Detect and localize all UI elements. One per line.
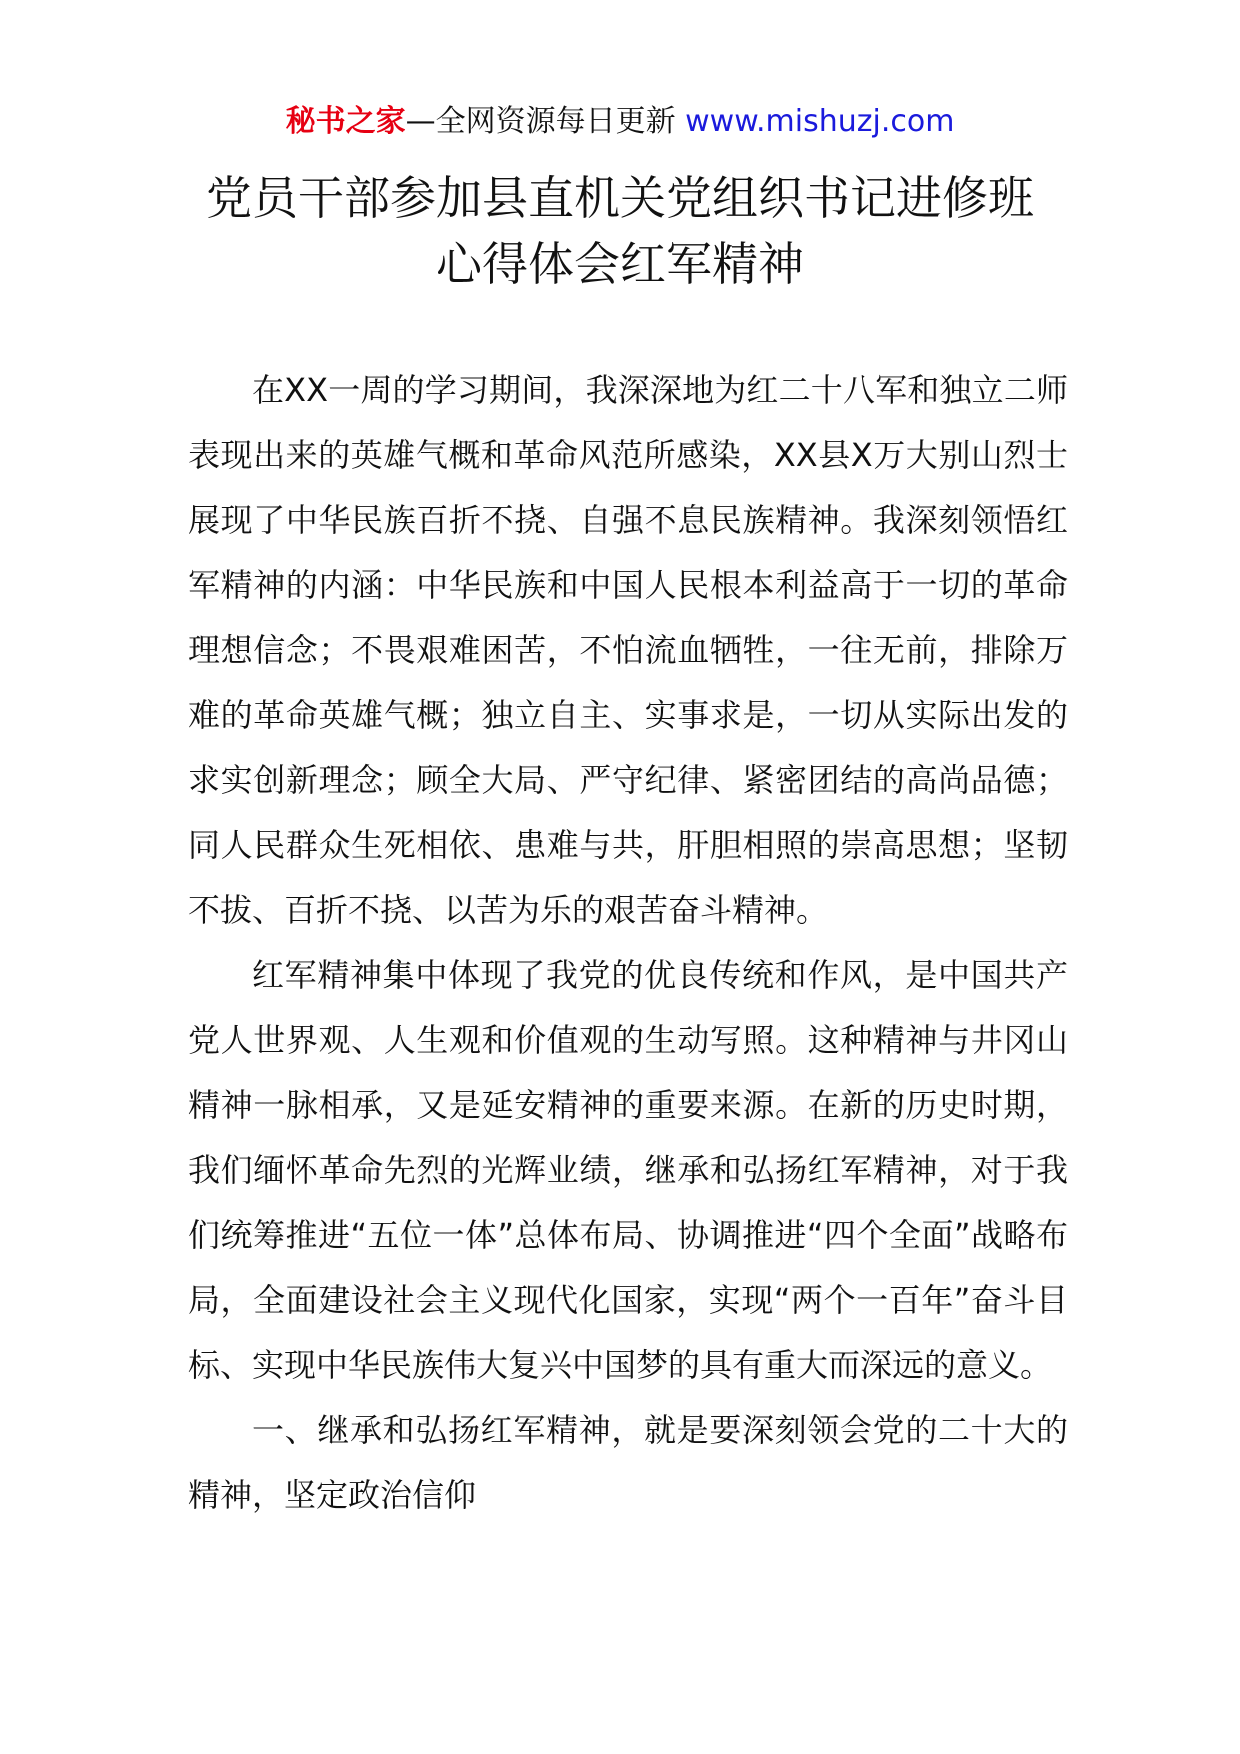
title-line-1: 党员干部参加县直机关党组织书记进修班 bbox=[206, 171, 1034, 225]
title-line-2: 心得体会红军精神 bbox=[436, 237, 804, 291]
document-body bbox=[188, 358, 1068, 1528]
body-paragraph: 在XX一周的学习期间，我深深地为红二十八军和独立二师表现出来的英雄气概和革命风范所感染，XX县X万大别山烈士展现了中华民族百折不挠、自强不息民族精神。我深刻领悟红军精神的内涵：中华民族和中国人民根本利益高于一切的革命理想信念；不畏艰难困苦，不怕流血牺牲，一往无前，排除万难的革命英雄气概；独立自主、实事求是，一切从实际出发的求实创新理念；顾全大局、严守纪律、紧密团结的高尚品德；同人民群众生死相依、患难与共，肝胆相照的崇高思想；坚韧不拔、百折不挠、以苦为乐的艰苦奋斗精神。 bbox=[188, 371, 1068, 929]
section-heading-paragraph: 一、继承和弘扬红军精神，就是要深刻领会党的二十大的精神，坚定政治信仰 bbox=[188, 1411, 1068, 1514]
document-title bbox=[0, 165, 1240, 297]
site-url-link[interactable]: www.mishuzj.com bbox=[685, 104, 955, 139]
site-brand: 秘书之家 bbox=[285, 104, 406, 139]
body-paragraph: 红军精神集中体现了我党的优良传统和作风，是中国共产党人世界观、人生观和价值观的生动写照。这种精神与井冈山精神一脉相承，又是延安精神的重要来源。在新的历史时期，我们缅怀革命先烈的光辉业绩，继承和弘扬红军精神，对于我们统筹推进“五位一体”总体布局、协调推进“四个全面”战略布局，全面建设社会主义现代化国家，实现“两个一百年”奋斗目标、实现中华民族伟大复兴中国梦的具有重大而深远的意义。 bbox=[188, 956, 1068, 1384]
site-header bbox=[0, 100, 1240, 144]
site-tagline: —全网资源每日更新 bbox=[405, 104, 686, 139]
